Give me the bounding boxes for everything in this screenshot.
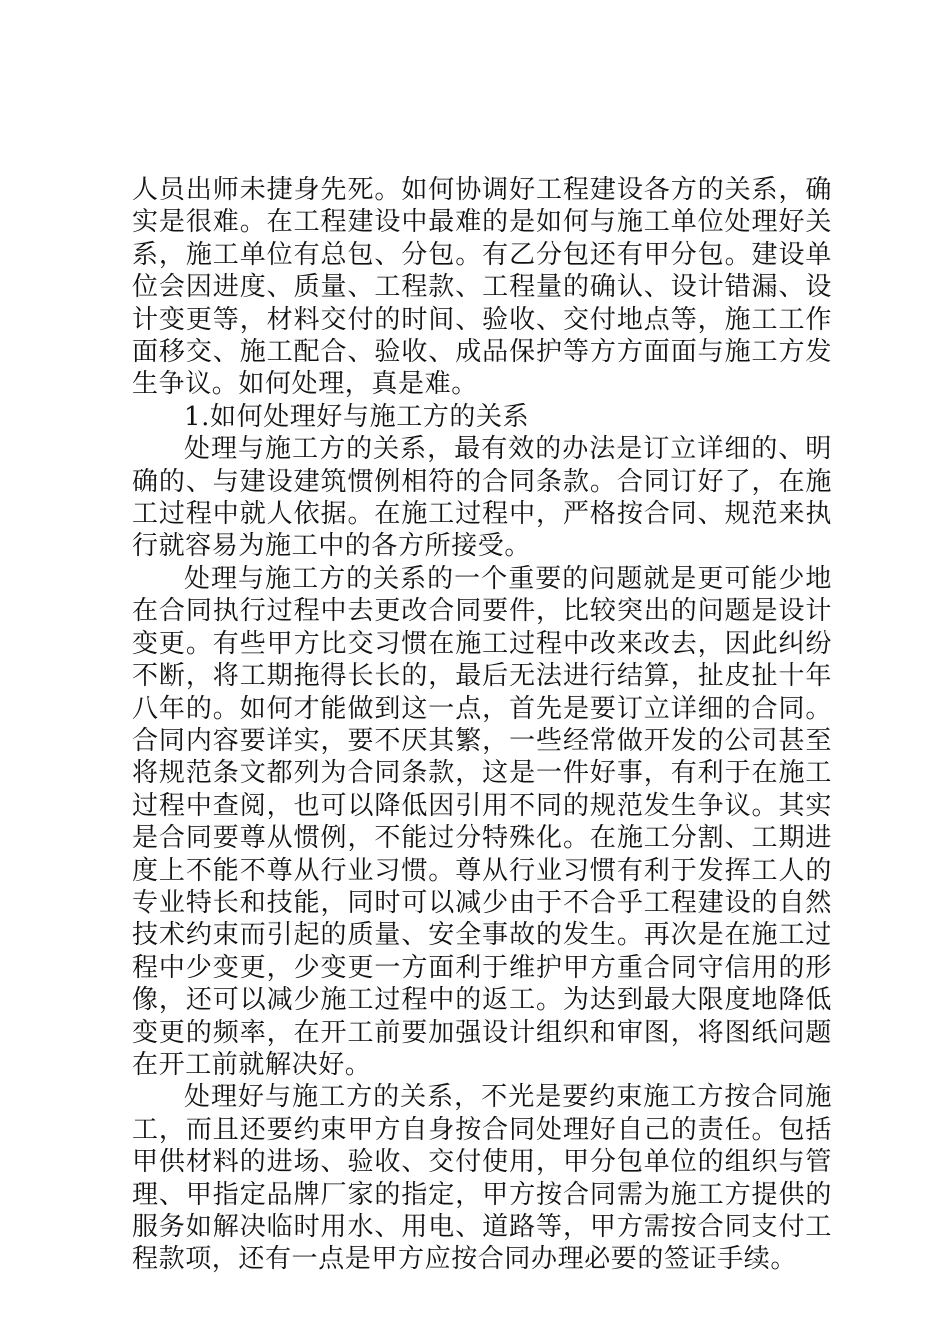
document-body bbox=[132, 174, 832, 1276]
section-heading: 1.如何处理好与施工方的关系 bbox=[184, 401, 530, 432]
paragraph-design-change: 处理与施工方的关系的一个重要的问题就是更可能少地在合同执行过程中去更改合同要件，比较突出的问题是设计变更。有些甲方比交习惯在施工过程中改来改去，因此纠纷不断，将工期拖得长长的，最后无法进行结算，扯皮扯十年八年的。如何才能做到这一点，首先是要订立详细的合同。合同内容要详实，要不厌其繁，一些经常做开发的公司甚至将规范条文都列为合同条款，这是一件好事，有利于在施工过程中查阅，也可以降低因引用不同的规范发生争议。其实是合同要尊从惯例，不能过分特殊化。在施工分割、工期进度上不能不尊从行业习惯。尊从行业习惯有利于发挥工人的专业特长和技能，同时可以减少由于不合乎工程建设的自然技术约束而引起的质量、安全事故的发生。再次是在施工过程中少变更，少变更一方面利于维护甲方重合同守信用的形像，还可以减少施工过程中的返工。为达到最大限度地降低变更的频率，在开工前要加强设计组织和审图，将图纸问题在开工前就解决好。 bbox=[132, 563, 832, 1080]
paragraph-continued: 人员出师未捷身先死。如何协调好工程建设各方的关系，确实是很难。在工程建设中最难的是如何与施工单位处理好关系，施工单位有总包、分包。有乙分包还有甲分包。建设单位会因进度、质量、工程款、工程量的确认、设计错漏、设计变更等，材料交付的时间、验收、交付地点等，施工工作面移交、施工配合、验收、成品保护等方方面面与施工方发生争议。如何处理，真是难。 bbox=[132, 175, 832, 400]
paragraph-owner-obligations: 处理好与施工方的关系，不光是要约束施工方按合同施工，而且还要约束甲方自身按合同处理好自己的责任。包括甲供材料的进场、验收、交付使用，甲分包单位的组织与管理、甲指定品牌厂家的指定，甲方按合同需为施工方提供的服务如解决临时用水、用电、道路等，甲方需按合同支付工程款项，还有一点是甲方应按合同办理必要的签证手续。 bbox=[132, 1082, 832, 1275]
paragraph-contract-method: 处理与施工方的关系，最有效的办法是订立详细的、明确的、与建设建筑惯例相符的合同条款。合同订好了，在施工过程中就人依据。在施工过程中，严格按合同、规范来执行就容易为施工中的各方所接受。 bbox=[132, 434, 832, 562]
